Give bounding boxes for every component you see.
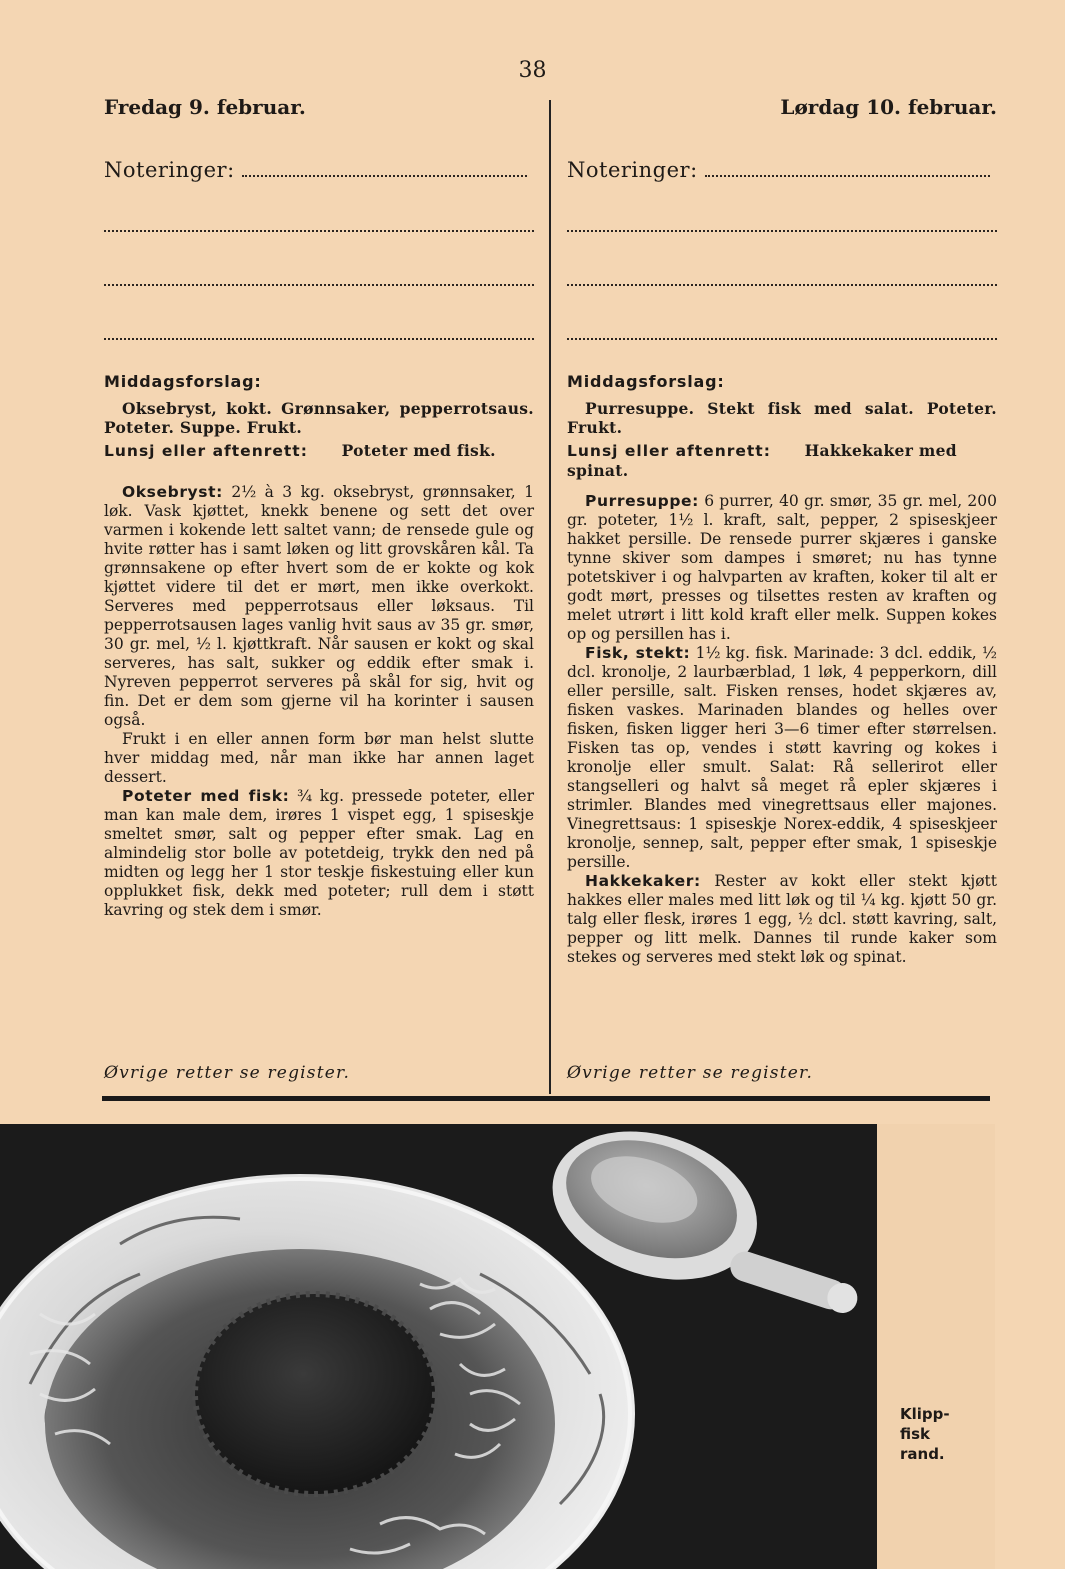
left-column-notes (104, 95, 534, 340)
horizontal-rule (102, 1096, 990, 1101)
left-lunsj-line (104, 441, 534, 461)
right-recipe (567, 644, 997, 872)
right-notes-dotline-3 (567, 284, 997, 286)
right-day-heading: Lørdag 10. februar. (780, 95, 997, 119)
right-recipe-text: 6 purrer, 40 gr. smør, 35 gr. mel, 200 gr. poteter, 1½ l. kraft, salt, pepper, 2 spiseskjeer hakket persille. De rensede purrer skjæres i ganske tynne skiver som dampes i smøret; nu has tynne potetskiver i og halvparten av kraften, koker til alt er godt mørt, presses og tilsettes resten av kraften og melet utrørt i litt kold kraft eller melk. Suppen kokes op og persillen has i. (567, 492, 997, 643)
photo-caption-area (877, 1124, 995, 1569)
food-photo-illustration (0, 1124, 877, 1569)
right-recipe-text: 1½ kg. fisk. Marinade: 3 dcl. eddik, ½ dcl. kronolje, 2 laurbærblad, 1 løk, 4 pepperkorn, dill eller persille, salt. Fisken renses, hodet skjæres av, fisken vaskes. Marinaden blandes og helles over fisken, fisken ligger heri 3—6 timer efter størrelsen. Fisken tas op, vendes i støtt kavring og kokes i kronolje eller smult. Salat: Rå sellerirot eller stangselleri og halvt så meget rå epler skjæres i strimler. Blandes med vinegrettsaus eller majones. Vinegrettsaus: 1 spiseskje Norex-eddik, 4 spiseskjeer kronolje, sennep, salt, pepper efter smak, 1 spiseskje persille. (567, 644, 997, 871)
right-middag-label: Middagsforslag: (567, 372, 725, 391)
right-column-notes (567, 95, 997, 340)
right-notes-label: Noteringer: (567, 158, 698, 182)
left-recipe-text: Frukt i en eller annen form bør man helst slutte hver middag med, når man ikke har annen laget dessert. (104, 730, 534, 786)
left-notes-dotline-4 (104, 338, 534, 340)
right-lunsj-line (567, 441, 997, 480)
left-middag-dishes: Oksebryst, kokt. Grønnsaker, pepperrotsaus. Poteter. Suppe. Frukt. (104, 399, 534, 437)
right-notes-dotline-1 (705, 175, 990, 177)
left-notes-label: Noteringer: (104, 158, 235, 182)
right-notes-dotline-2 (567, 230, 997, 232)
food-photo (0, 1124, 877, 1569)
right-recipe (567, 492, 997, 644)
page-number: 38 (518, 58, 547, 83)
left-middag-label: Middagsforslag: (104, 372, 262, 391)
left-lunsj-label: Lunsj eller aftenrett: (104, 442, 308, 460)
right-menu-section (567, 372, 997, 967)
left-notes-row (104, 158, 534, 182)
photo-caption: Klipp- fisk rand. (900, 1405, 950, 1463)
right-other-dishes-note: Øvrige retter se register. (567, 1063, 814, 1083)
left-recipe-text: ¾ kg. pressede poteter, eller man kan male dem, irøres 1 vispet egg, 1 spiseskje smeltet smør, salt og pepper efter smak. Lag en almindelig stor bolle av potetdeig, trykk den ned på midten og legg her 1 stor teskje fiskestuing eller kun opplukket fisk, dekk med poteter; rull dem i støtt kavring og stek dem i smør. (104, 787, 534, 919)
right-recipe-name: Fisk, stekt: (585, 644, 691, 662)
right-lunsj-label: Lunsj eller aftenrett: (567, 442, 771, 460)
column-divider (549, 100, 551, 1094)
right-recipe-name: Hakkekaker: (585, 872, 701, 890)
left-notes-dotline-1 (242, 175, 527, 177)
left-notes-dotline-3 (104, 284, 534, 286)
left-recipe-name: Oksebryst: (122, 483, 223, 501)
right-recipe-text: Rester av kokt eller stekt kjøtt hakkes eller males med litt løk og til ¼ kg. kjøtt 50 gr. talg eller flesk, irøres 1 egg, ½ dcl. støtt kavring, salt, pepper og litt melk. Dannes til runde kaker som stekes og serveres med stekt løk og spinat. (567, 872, 997, 966)
right-middag-dishes: Purresuppe. Stekt fisk med salat. Poteter. Frukt. (567, 399, 997, 437)
right-lunsj-dish: Hakkekaker med spinat. (567, 441, 957, 480)
left-other-dishes-note: Øvrige retter se register. (104, 1063, 351, 1083)
left-recipe (104, 730, 534, 787)
left-menu-section (104, 372, 534, 920)
left-notes-dotline-2 (104, 230, 534, 232)
left-day-heading: Fredag 9. februar. (104, 95, 306, 119)
right-recipe (567, 872, 997, 967)
right-notes-row (567, 158, 997, 182)
left-recipe-name: Poteter med fisk: (122, 787, 290, 805)
left-recipe-text: 2½ à 3 kg. oksebryst, grønnsaker, 1 løk. Vask kjøttet, knekk benene og sett det over varmen i kokende lett saltet vann; de rensede gule og hvite røtter has i samt løken og litt grovskåren kål. Ta grønnsakene op efter hvert som de er kokte og kok kjøttet videre til det er mørt, men ikke overkokt. Serveres med pepperrotsaus eller løksaus. Til pepperrotsausen lages vanlig hvit saus av 35 gr. smør, 30 gr. mel, ½ l. kjøttkraft. Når sausen er kokt og skal serveres, has salt, sukker og eddik efter smak i. Nyreven pepperrot serveres på skål for sig, hvit og fin. Det er dem som gjerne vil ha korinter i sausen også. (104, 483, 534, 729)
left-recipe (104, 787, 534, 920)
right-notes-dotline-4 (567, 338, 997, 340)
left-lunsj-dish: Poteter med fisk. (341, 441, 496, 460)
right-recipe-name: Purresuppe: (585, 492, 699, 510)
left-recipe (104, 483, 534, 730)
